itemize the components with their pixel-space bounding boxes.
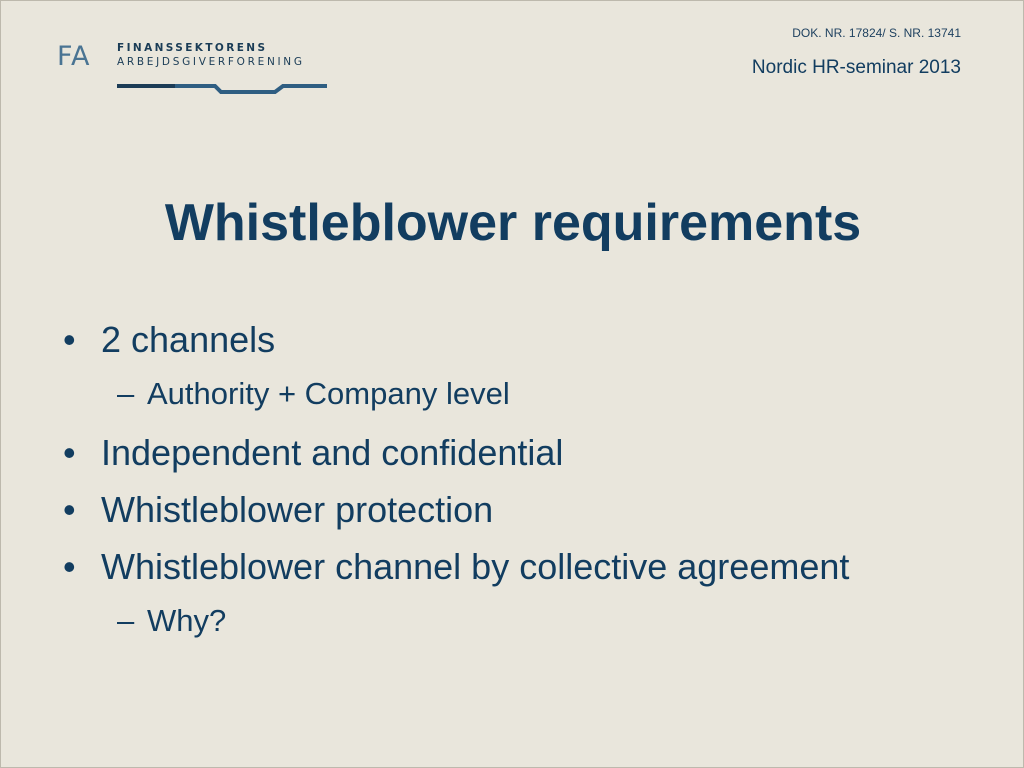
- sub-bullet-text: Authority + Company level: [147, 376, 510, 411]
- bullet-item: [63, 546, 993, 603]
- sub-bullet-text: Why?: [147, 603, 227, 638]
- sub-bullet-item: [63, 603, 993, 659]
- bullet-list: [63, 319, 993, 659]
- bullet-text: 2 channels: [101, 319, 276, 360]
- bullet-icon: •: [63, 489, 76, 530]
- logo-line-2: ARBEJDSGIVERFORENING: [117, 56, 305, 68]
- bullet-item: [63, 319, 993, 376]
- bullet-icon: •: [63, 319, 76, 360]
- event-name: Nordic HR-seminar 2013: [751, 57, 961, 78]
- fa-logo: [57, 39, 347, 103]
- document-number: DOK. NR. 17824/ S. NR. 13741: [792, 26, 961, 40]
- dash-icon: –: [117, 603, 135, 638]
- bullet-icon: •: [63, 432, 76, 473]
- bullet-text: Whistleblower protection: [101, 489, 494, 530]
- logo-underline-icon: [115, 79, 329, 99]
- sub-bullet-item: [63, 376, 993, 432]
- bullet-text: Independent and confidential: [101, 432, 564, 473]
- dash-icon: –: [117, 376, 135, 411]
- bullet-item: [63, 489, 993, 546]
- logo-mark: FA: [57, 41, 91, 72]
- bullet-item: [63, 432, 993, 489]
- logo-line-1: FINANSSEKTORENS: [117, 42, 268, 54]
- slide-title: Whistleblower requirements: [164, 194, 862, 252]
- bullet-text: Whistleblower channel by collective agreement: [101, 546, 850, 587]
- bullet-icon: •: [63, 546, 76, 587]
